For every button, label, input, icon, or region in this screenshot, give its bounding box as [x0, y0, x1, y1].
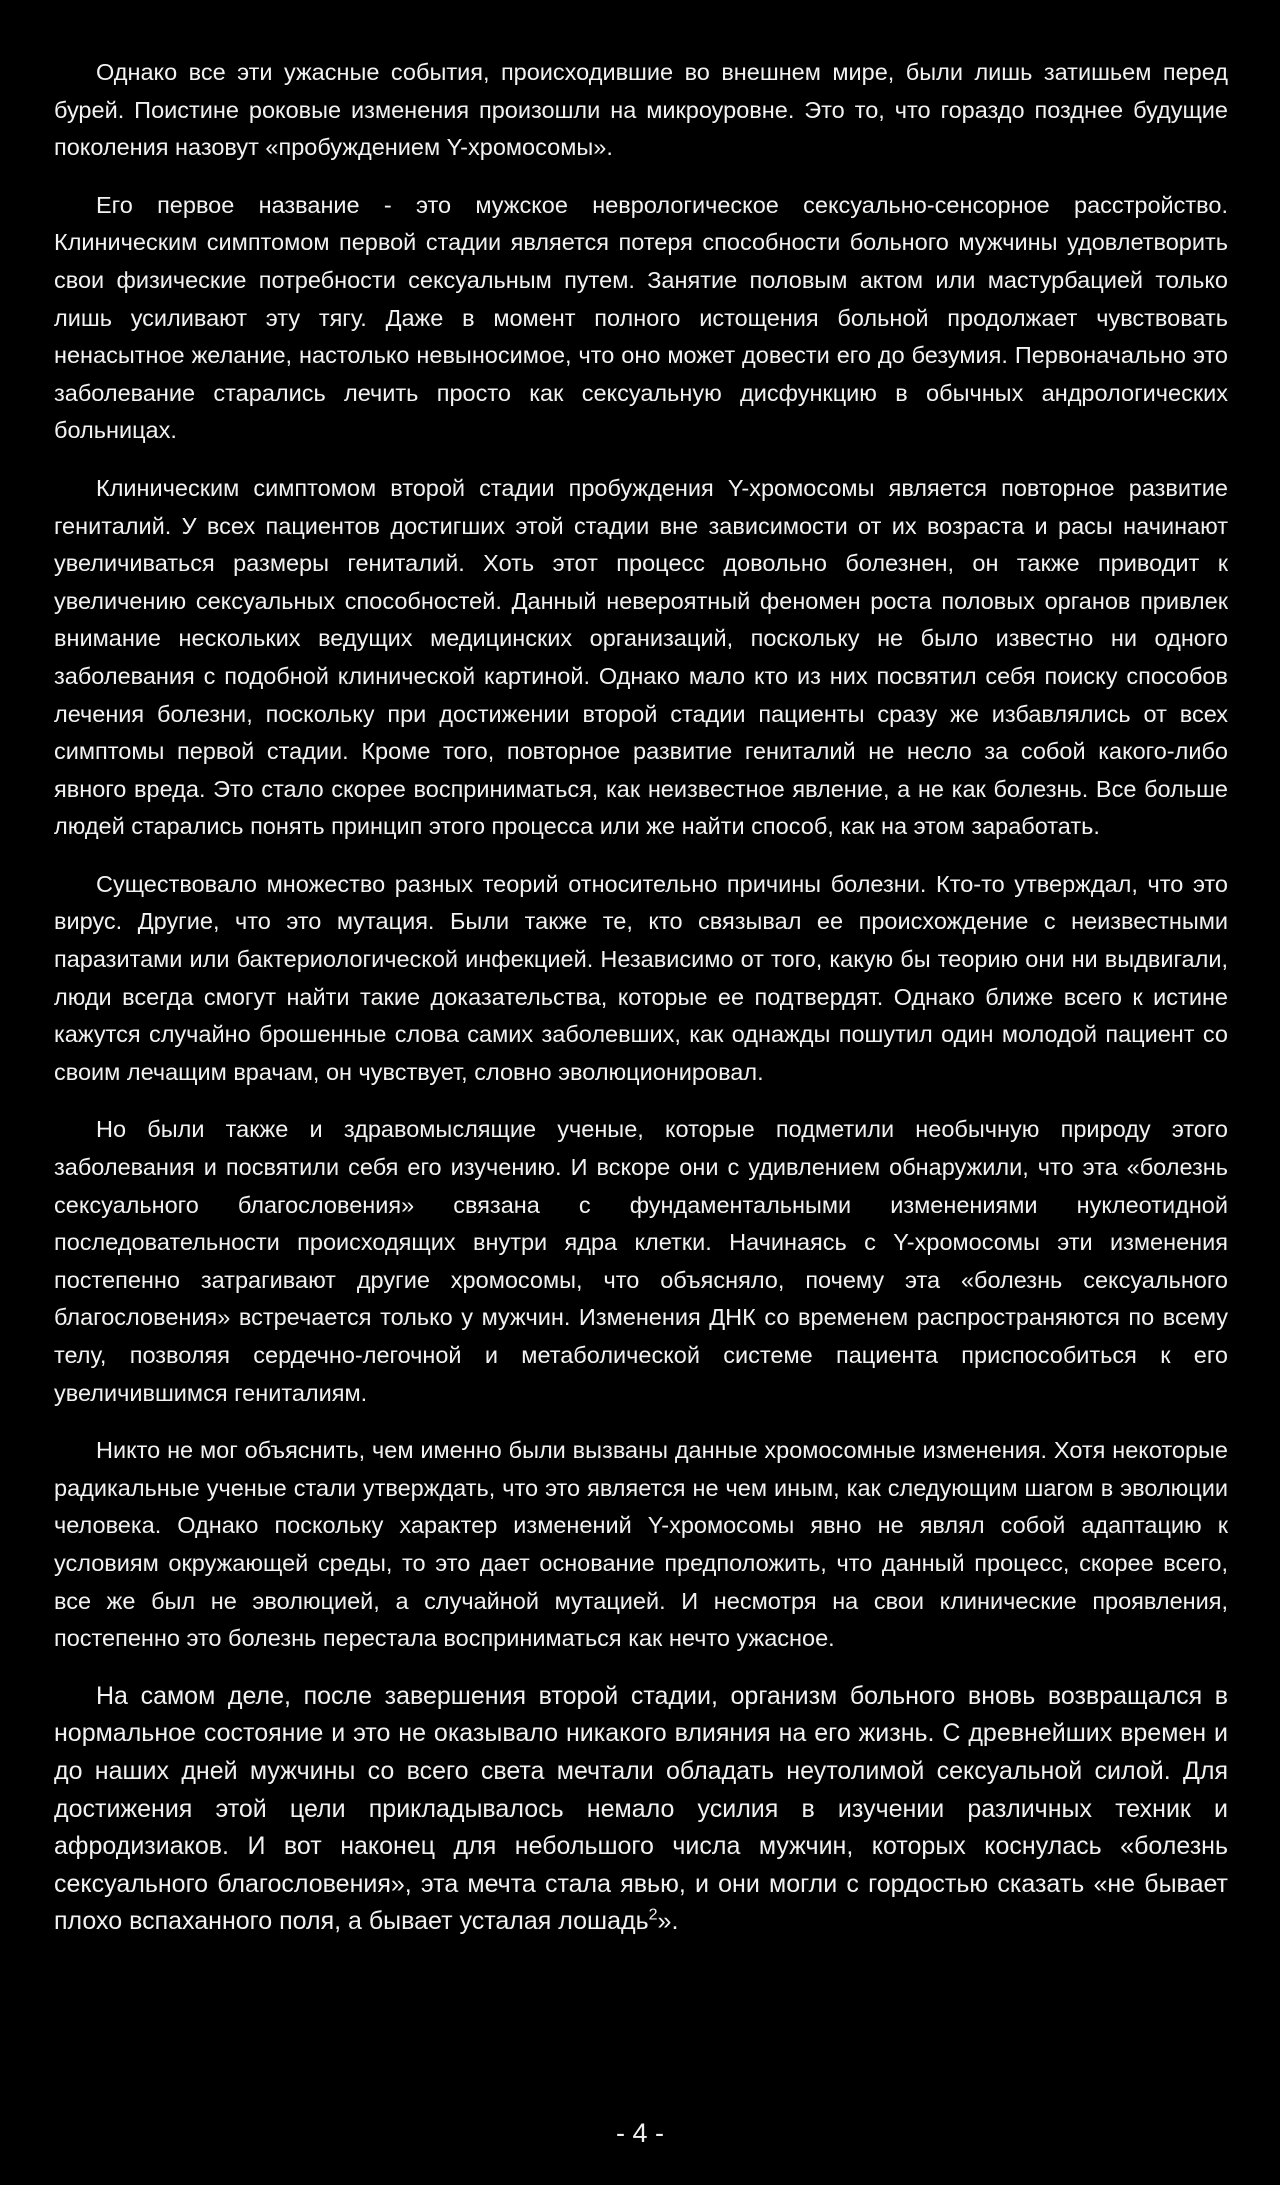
paragraph-4: Существовало множество разных теорий относительно причины болезни. Кто-то утверждал, что это вирус. Другие, что это мутация. Были также те, кто связывал ее происхождение с неизвестными паразитами или бактериологической инфекцией. Независимо от того, какую бы теорию они ни выдвигали, люди всегда смогут найти такие доказательства, которые ее подтвердят. Однако ближе всего к истине кажутся случайно брошенные слова самих заболевших, как однажды пошутил один молодой пациент со своим лечащим врачам, он чувствует, словно эволюционировал.	[54, 870, 1228, 1085]
paragraph-2: Его первое название - это мужское неврологическое сексуально-сенсорное расстройство. Клиническим симптомом первой стадии является потеря способности больного мужчины удовлетворить свои физические потребности сексуальным путем. Занятие половым актом или мастурбацией только лишь усиливают эту тягу. Даже в момент полного истощения больной продолжает чувствовать ненасытное желание, настолько невыносимое, что оно может довести его до безумия. Первоначально это заболевание старались лечить просто как сексуальную дисфункцию в обычных андрологических больницах.	[54, 191, 1228, 444]
paragraph-6: Никто не мог объяснить, чем именно были вызваны данные хромосомные изменения. Хотя некоторые радикальные ученые стали утверждать, что это является не чем иным, как следующим шагом в эволюции человека. Однако поскольку характер изменений Y-хромосомы явно не являл собой адаптацию к условиям окружающей среды, то это дает основание предположить, что данный процесс, скорее всего, все же был не эволюцией, а случайной мутацией. И несмотря на свои клинические проявления, постепенно это болезнь перестала восприниматься как нечто ужасное.	[54, 1437, 1228, 1652]
paragraph-5: Но были также и здравомыслящие ученые, которые подметили необычную природу этого заболевания и посвятили себя его изучению. И вскоре они с удивлением обнаружили, что эта «болезнь сексуального благословения» связана с фундаментальными изменениями нуклеотидной последовательности происходящих внутри ядра клетки. Начинаясь с Y-хромосомы эти изменения постепенно затрагивают другие хромосомы, что объясняло, почему эта «болезнь сексуального благословения» встречается только у мужчин. Изменения ДНК со временем распространяются по всему телу, позволяя сердечно-легочной и метаболической системе пациента приспособиться к его увеличившимся гениталиям.	[54, 1116, 1228, 1406]
document-page	[54, 54, 1228, 1961]
page-number: - 4 -	[615, 2118, 664, 2148]
paragraph-7-text: На самом деле, после завершения второй стадии, организм больного вновь возвращался в нормальное состояние и это не оказывало никакого влияния на его жизнь. С древнейших времен и до наших дней мужчины со всего света мечтали обладать неутолимой сексуальной силой. Для достижения этой цели прикладывалось немало усилия в изучении различных техник и афродизиаков. И вот наконец для небольшого числа мужчин, которых коснулась «болезнь сексуального благословения», эта мечта стала явью, и они могли с гордостью сказать «не бывает плохо вспаханного поля, а бывает усталая лошадь	[54, 1681, 1228, 1936]
paragraph-1: Однако все эти ужасные события, происходившие во внешнем мире, были лишь затишьем перед бурей. Поистине роковые изменения произошли на микроуровне. Это то, что гораздо позднее будущие поколения назовут «пробуждением Y-хромосомы».	[54, 59, 1228, 161]
footnote-mark[interactable]: 2	[648, 1906, 658, 1924]
paragraph-7	[54, 1678, 1228, 1941]
paragraph-7-tail: ».	[657, 1907, 679, 1936]
paragraph-3: Клиническим симптомом второй стадии пробуждения Y-хромосомы является повторное развитие гениталий. У всех пациентов достигших этой стадии вне зависимости от их возраста и расы начинают увеличиваться размеры гениталий. Хоть этот процесс довольно болезнен, он также приводит к увеличению сексуальных способностей. Данный невероятный феномен роста половых органов привлек внимание нескольких ведущих медицинских организаций, поскольку не было известно ни одного заболевания с подобной клинической картиной. Однако мало кто из них посвятил себя поиску способов лечения болезни, поскольку при достижении второй стадии пациенты сразу же избавлялись от всех симптомы первой стадии. Кроме того, повторное развитие гениталий не несло за собой какого-либо явного вреда. Это стало скорее восприниматься, как неизвестное явление, а не как болезнь. Все больше людей старались понять принцип этого процесса или же найти способ, как на этом заработать.	[54, 474, 1228, 840]
